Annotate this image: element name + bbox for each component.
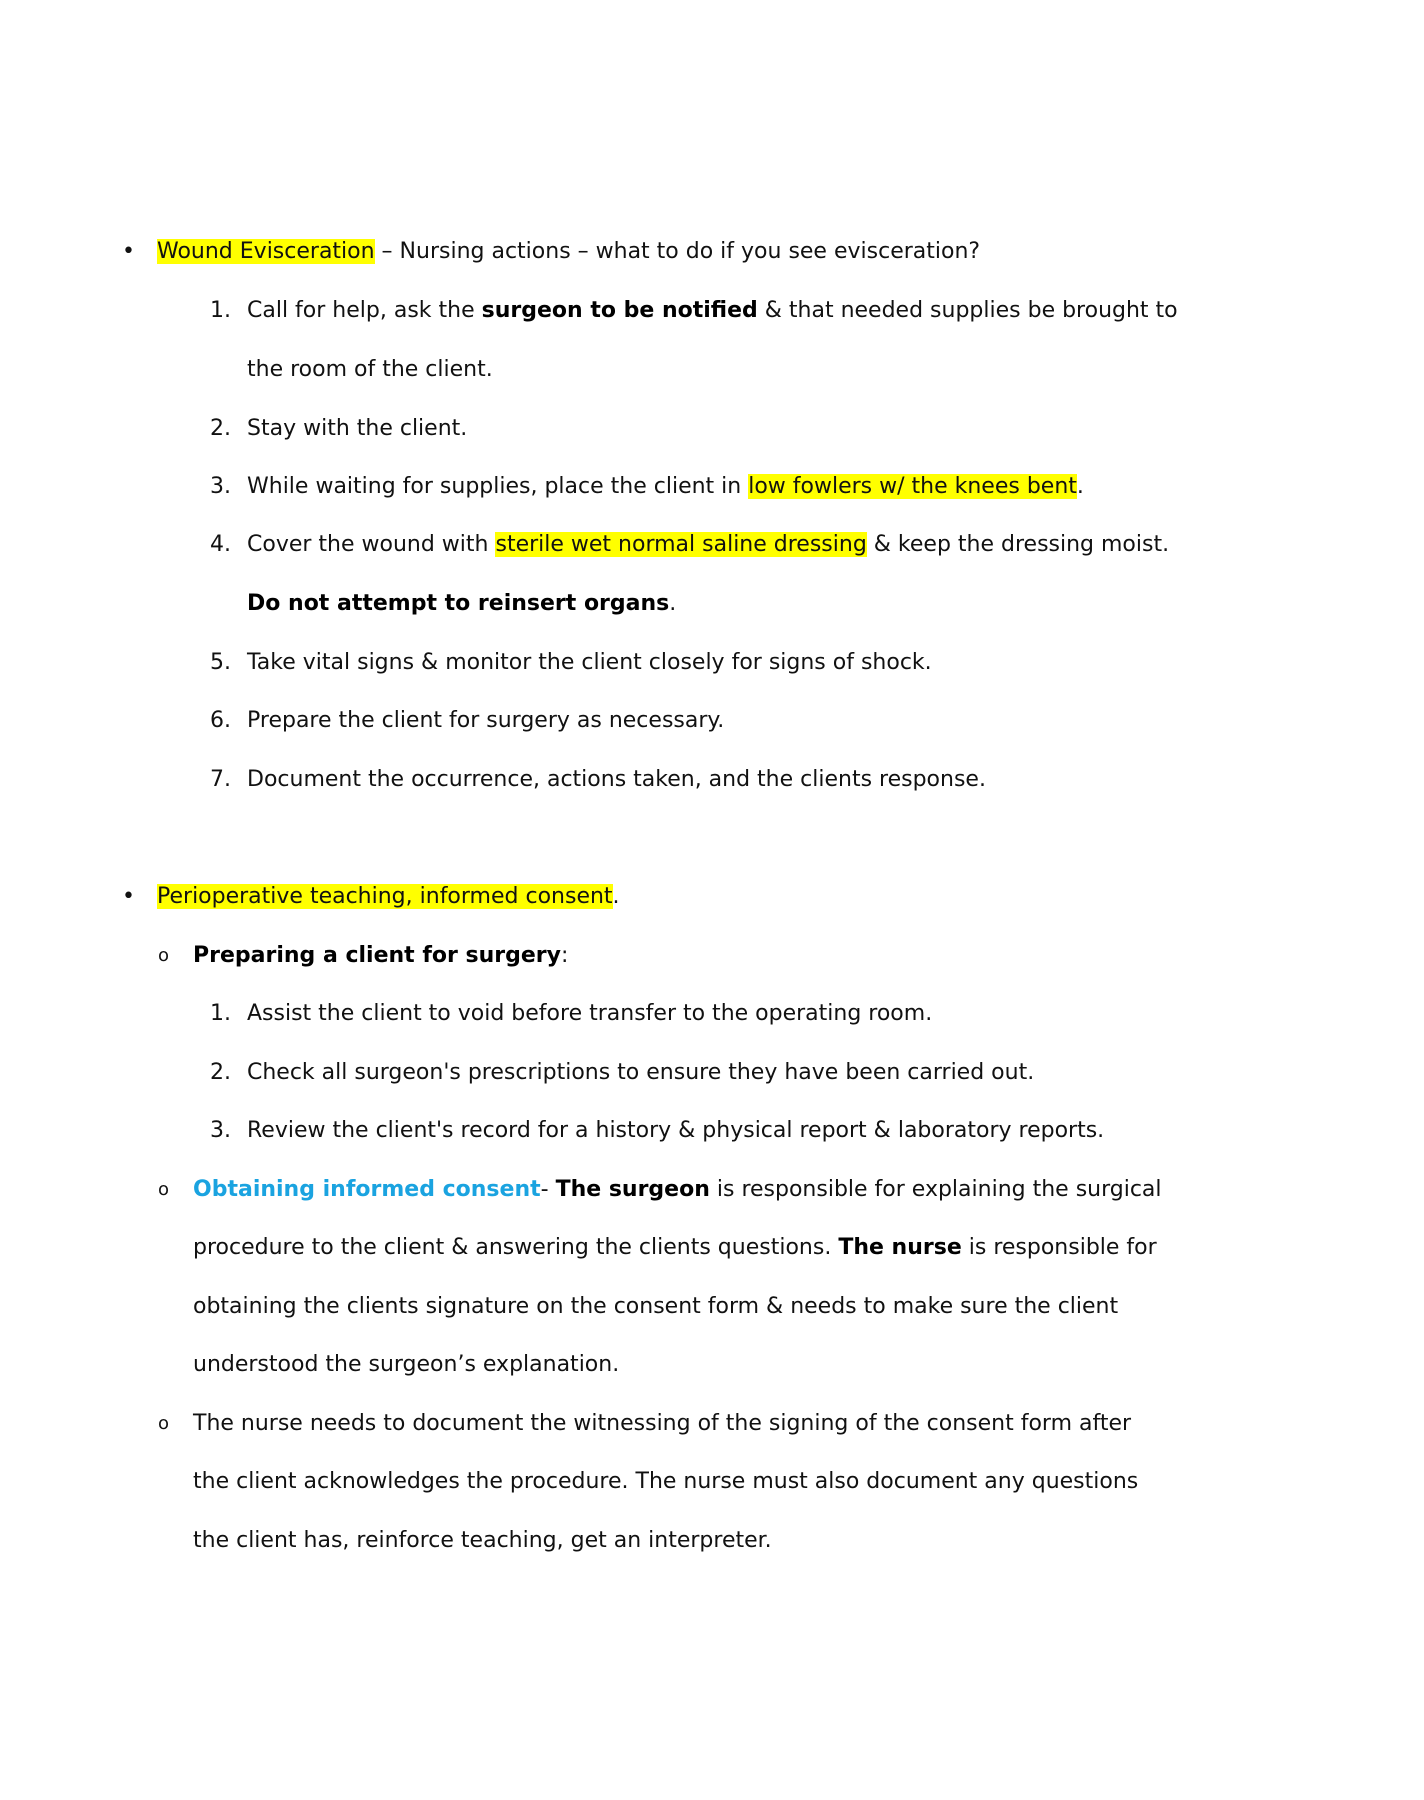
circle-bullet-marker: o — [158, 1179, 170, 1200]
list-item: Prepare the client for surgery as necessary. — [247, 708, 725, 733]
heading-rest: – Nursing actions – what to do if you see evisceration? — [374, 239, 981, 264]
list-number: 3. — [210, 474, 231, 499]
subheading-preparing — [193, 941, 568, 971]
list-item: Assist the client to void before transfer to the operating room. — [247, 1001, 933, 1026]
list-number: 2. — [210, 1060, 231, 1085]
highlighted-text: low fowlers w/ the knees bent — [748, 474, 1077, 499]
list-item: Check all surgeon's prescriptions to ensure they have been carried out. — [247, 1060, 1035, 1085]
list-number: 3. — [210, 1118, 231, 1143]
bold-text: surgeon to be notified — [481, 298, 758, 323]
list-item: Document the occurrence, actions taken, and the clients response. — [247, 767, 986, 792]
heading-rest: . — [612, 884, 620, 909]
informed-consent-paragraph-line — [193, 1233, 1157, 1263]
blue-heading-text: Obtaining informed consent — [193, 1177, 541, 1202]
circle-bullet-marker: o — [158, 945, 170, 966]
documentation-paragraph-line: the client has, reinforce teaching, get an interpreter. — [193, 1528, 772, 1553]
text: is responsible for — [961, 1235, 1157, 1260]
list-item: Take vital signs & monitor the client closely for signs of shock. — [247, 650, 932, 675]
list-item — [247, 296, 1178, 326]
informed-consent-paragraph-line: understood the surgeon’s explanation. — [193, 1352, 620, 1377]
text: . — [1076, 474, 1084, 499]
bold-text: The surgeon — [555, 1177, 710, 1202]
text: Call for help, ask the — [247, 298, 482, 323]
list-number: 2. — [210, 416, 231, 441]
list-item — [247, 472, 1084, 502]
highlighted-text: sterile wet normal saline dressing — [495, 532, 867, 557]
documentation-paragraph-line: The nurse needs to document the witnessing of the signing of the consent form after — [193, 1411, 1132, 1436]
list-number: 7. — [210, 767, 231, 792]
bold-text: Preparing a client for surgery — [193, 943, 561, 968]
highlighted-title: Perioperative teaching, informed consent — [157, 884, 613, 909]
documentation-paragraph-line: the client acknowledges the procedure. The nurse must also document any questions — [193, 1469, 1139, 1494]
list-number: 1. — [210, 298, 231, 323]
bold-text: The nurse — [838, 1235, 962, 1260]
text: While waiting for supplies, place the client in — [247, 474, 749, 499]
bullet-marker: • — [122, 884, 135, 909]
list-number: 1. — [210, 1001, 231, 1026]
informed-consent-paragraph-line: obtaining the clients signature on the consent form & needs to make sure the client — [193, 1294, 1119, 1319]
text: - — [540, 1177, 556, 1202]
list-item: Stay with the client. — [247, 416, 468, 441]
list-number: 4. — [210, 532, 231, 557]
text: & that needed supplies be brought to — [757, 298, 1178, 323]
bullet-marker: • — [122, 239, 135, 264]
list-item: Review the client's record for a history & physical report & laboratory reports. — [247, 1118, 1105, 1143]
text: is responsible for explaining the surgical — [709, 1177, 1162, 1202]
text: Cover the wound with — [247, 532, 496, 557]
informed-consent-paragraph-line — [193, 1175, 1162, 1205]
list-number: 6. — [210, 708, 231, 733]
text: : — [561, 943, 569, 968]
text: . — [669, 591, 677, 616]
section-heading-perioperative — [157, 882, 620, 912]
section-heading-wound-evisceration — [157, 237, 980, 267]
highlighted-title: Wound Evisceration — [157, 239, 375, 264]
list-item-continuation: the room of the client. — [247, 357, 493, 382]
text: procedure to the client & answering the clients questions. — [193, 1235, 839, 1260]
bold-text: Do not attempt to reinsert organs — [247, 591, 670, 616]
list-item — [247, 530, 1169, 560]
list-number: 5. — [210, 650, 231, 675]
text: & keep the dressing moist. — [866, 532, 1170, 557]
circle-bullet-marker: o — [158, 1413, 170, 1434]
list-item-continuation — [247, 589, 676, 619]
